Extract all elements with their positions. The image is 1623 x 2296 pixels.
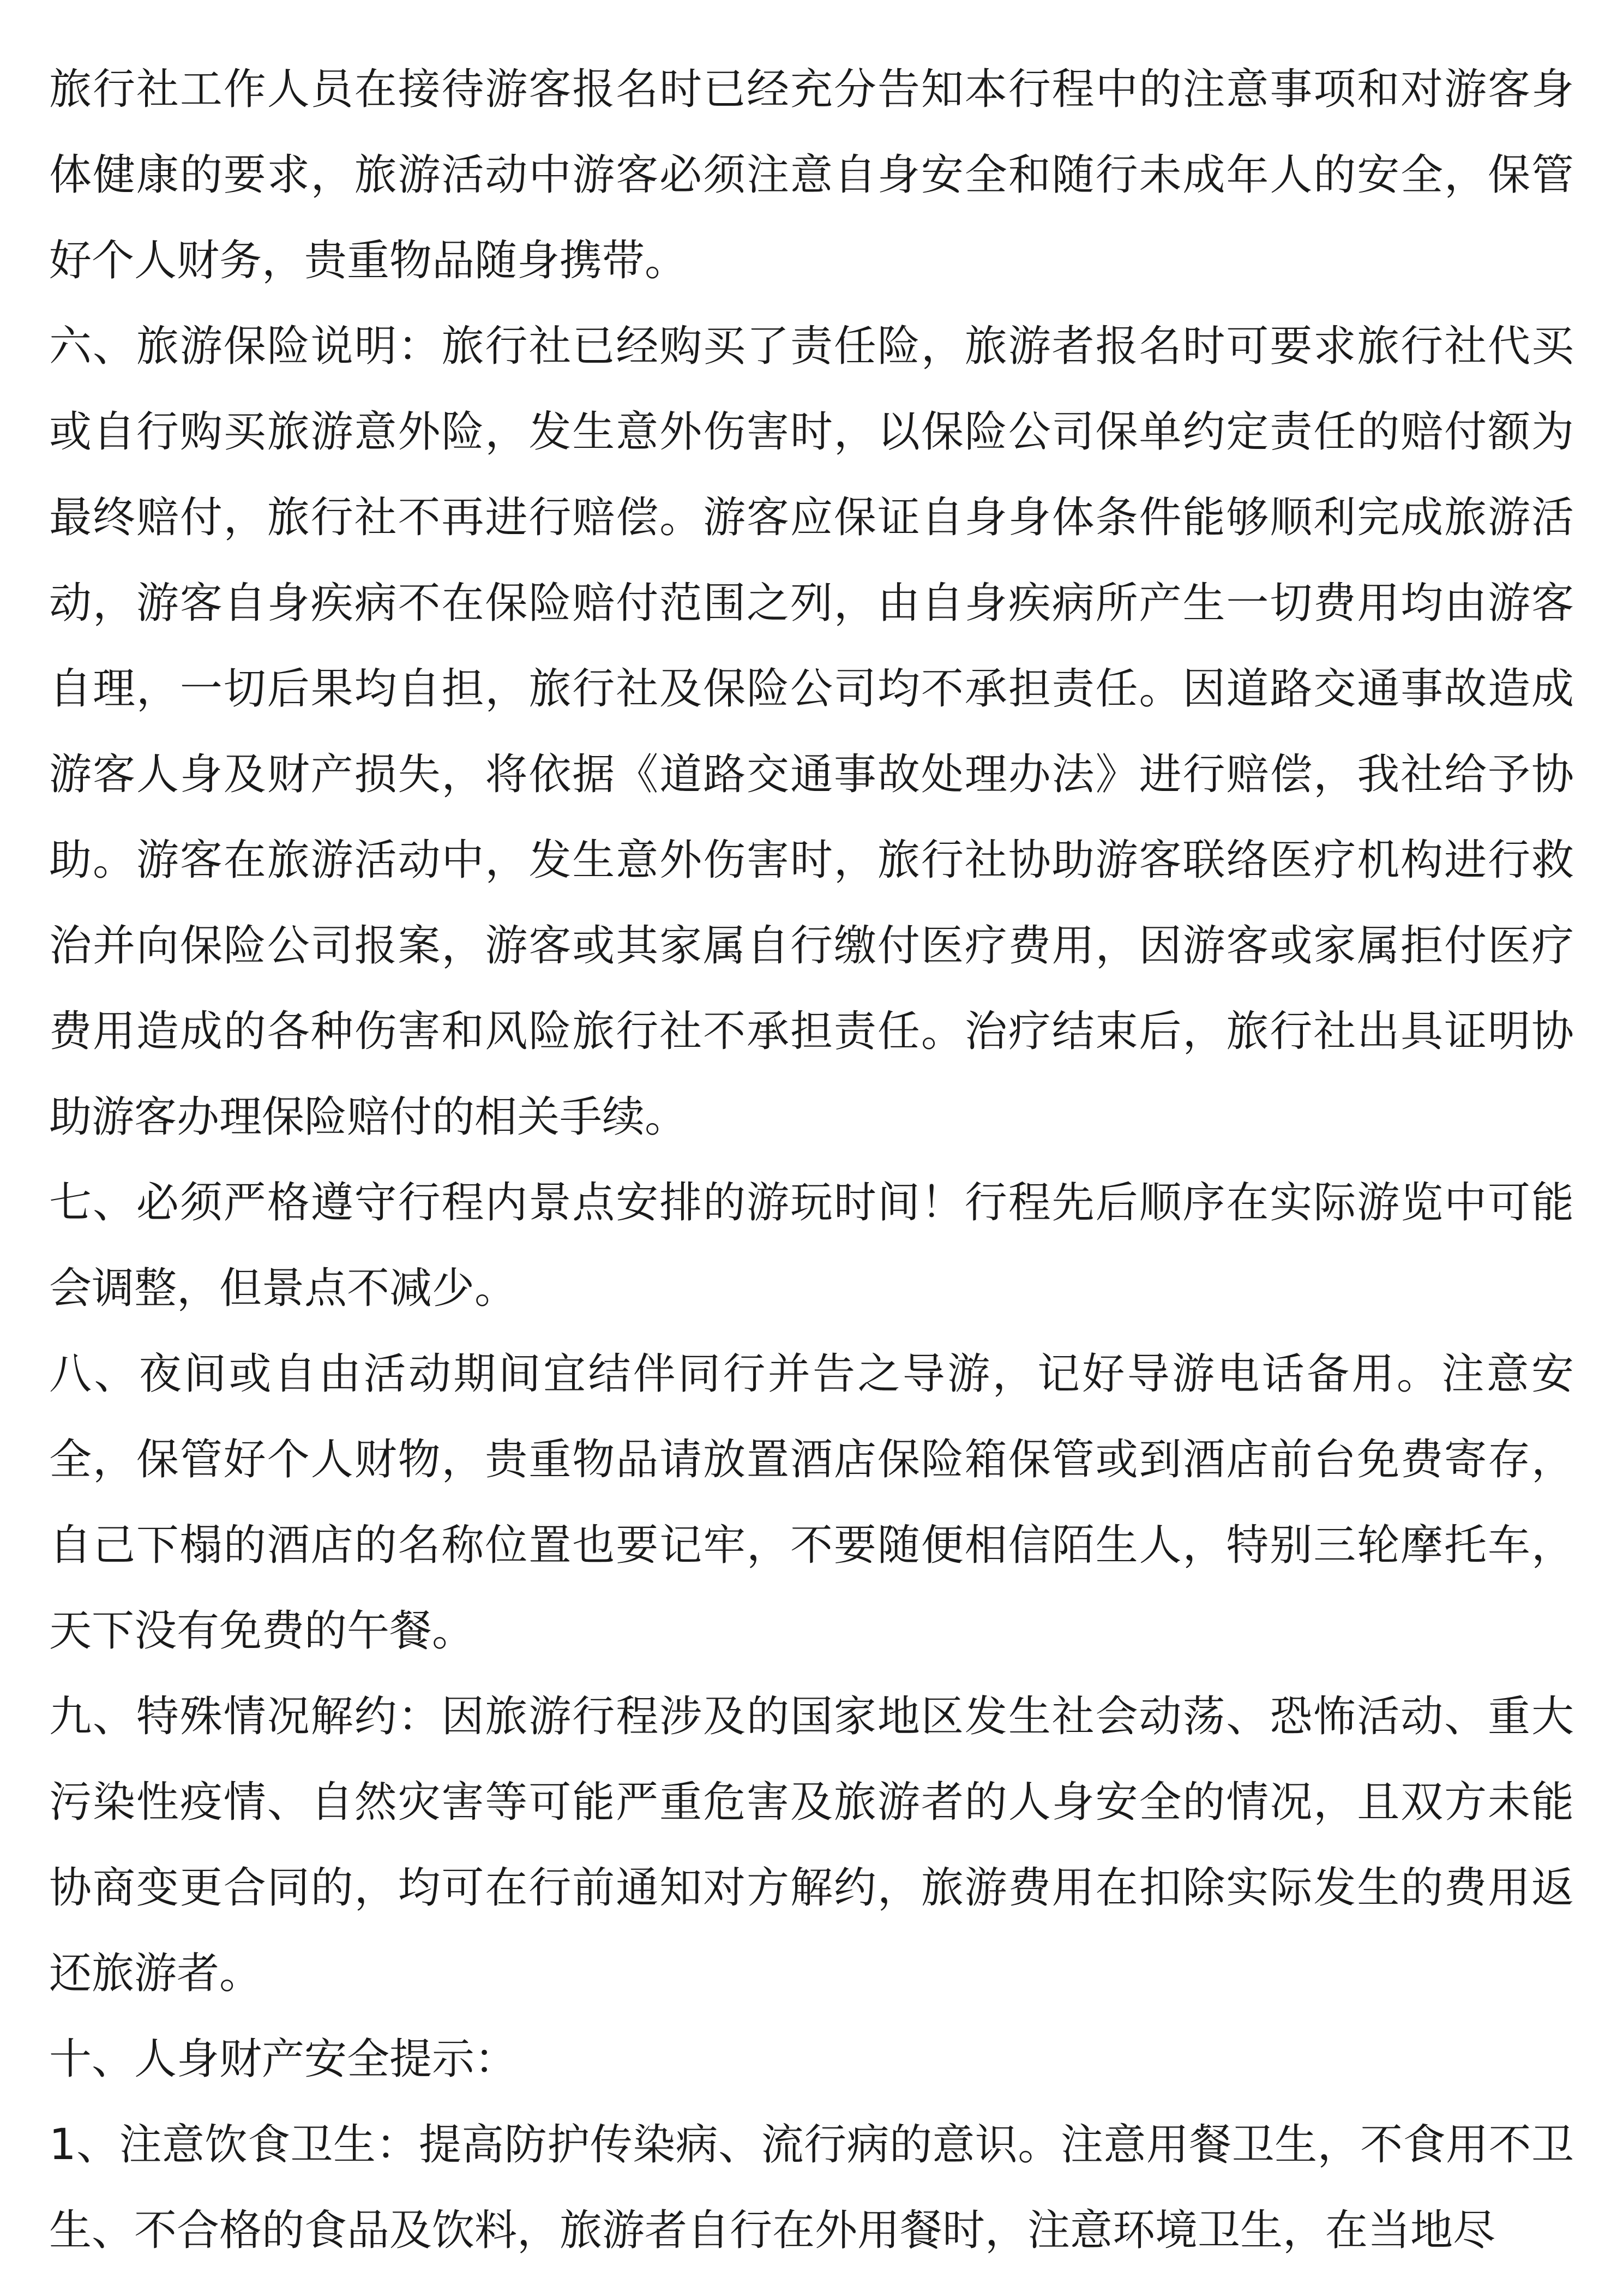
paragraph-insurance: 六、旅游保险说明：旅行社已经购买了责任险，旅游者报名时可要求旅行社代买或自行购买旅游意外险，发生意外伤害时，以保险公司保单约定责任的赔付额为最终赔付，旅行社不再进行赔偿。游客应保证自身身体条件能够顺利完成旅游活动，游客自身疾病不在保险赔付范围之列，由自身疾病所产生一切费用均由游客自理，一切后果均自担，旅行社及保险公司均不承担责任。因道路交通事故造成游客人身及财产损失，将依据《道路交通事故处理办法》进行赔偿，我社给予协助。游客在旅游活动中，发生意外伤害时，旅行社协助游客联络医疗机构进行救治并向保险公司报案，游客或其家属自行缴付医疗费用，因游客或家属拒付医疗费用造成的各种伤害和风险旅行社不承担责任。治疗结束后，旅行社出具证明协助游客办理保险赔付的相关手续。: [49, 322, 1574, 1142]
document-body: [49, 47, 1574, 2274]
paragraph-night-activity: 八、夜间或自由活动期间宜结伴同行并告之导游，记好导游电话备用。注意安全，保管好个人财物，贵重物品请放置酒店保险箱保管或到酒店前台免费寄存，自己下榻的酒店的名称位置也要记牢，不要随便相信陌生人，特别三轮摩托车，天下没有免费的午餐。: [49, 1350, 1574, 1656]
paragraph-intro: 旅行社工作人员在接待游客报名时已经充分告知本行程中的注意事项和对游客身体健康的要求，旅游活动中游客必须注意自身安全和随行未成年人的安全，保管好个人财务，贵重物品随身携带。: [49, 65, 1574, 285]
paragraph-cancellation: 九、特殊情况解约：因旅游行程涉及的国家地区发生社会动荡、恐怖活动、重大污染性疫情、自然灾害等可能严重危害及旅游者的人身安全的情况，且双方未能协商变更合同的，均可在行前通知对方解约，旅游费用在扣除实际发生的费用返还旅游者。: [49, 1692, 1574, 1998]
section-heading-safety: 十、人身财产安全提示：: [49, 2035, 518, 2084]
paragraph-schedule: 七、必须严格遵守行程内景点安排的游玩时间！行程先后顺序在实际游览中可能会调整，但景点不减少。: [49, 1178, 1574, 1313]
paragraph-food-hygiene: 1、注意饮食卫生：提高防护传染病、流行病的意识。注意用餐卫生，不食用不卫生、不合格的食品及饮料，旅游者自行在外用餐时，注意环境卫生，在当地尽: [49, 2120, 1574, 2255]
